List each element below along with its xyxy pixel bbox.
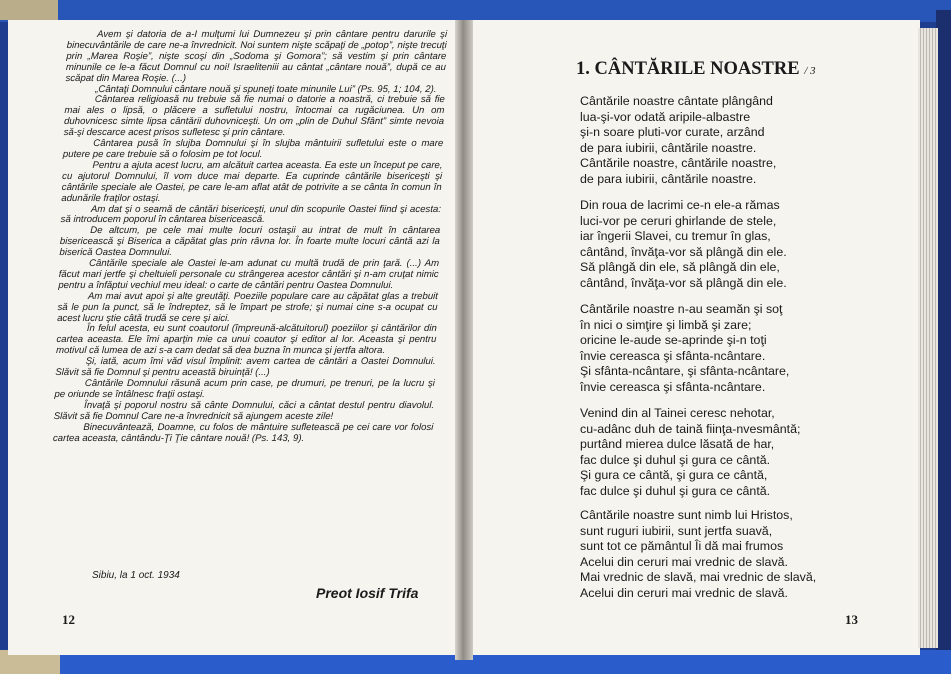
preface-paragraph: În felul acesta, eu sunt coautorul (împreună-alcătuitorul) poeziilor şi cântărilor din cartea aceasta. Ele îmi aparţin mie ca unui coautor şi editor al lor. Aceasta şi pentru motivul că lumea de azi s-a cam dedat să dea buzna în munca şi jertfa altora. — [55, 323, 437, 357]
preface-paragraph: Învaţă şi poporul nostru să cânte Domnului, căci a cântat destul pentru diavolul. Slăvit să fie Domnul Care ne-a învrednicit să ajungem aceste zile! — [53, 399, 435, 422]
verse-line: de para iubirii, cântările noastre. — [580, 171, 757, 186]
preface-paragraph: Pentru a ajuta acest lucru, am alcătuit cartea aceasta. Ea este un început pe care, cu ajutorul Domnului, îl vom duce mai departe. Ea cuprinde cântările bisericeşti şi cântările speciale ale Oastei, pe care le-am aflat atât de potrivite a se cânta în comun în adunările fraţilor ostaşi. — [61, 159, 443, 204]
verse-line: iar îngerii Slavei, cu tremur în glas, — [580, 229, 771, 244]
preface-paragraph: Cântarea religioasă nu trebuie să fie numai o datorie a noastră, ci trebuie să fie mai ales o lipsă, o plăcere a sufletului nostru, întocmai ca rugăciunea. Un om duhovnicesc simte lipsa cântării duhovniceşti. Un om „plin de Duhul Sfânt” simte nevoia să-şi descarce acest prisos sufletesc şi prin cântare. — [63, 94, 445, 139]
verse-line: lua-şi-vor odată aripile-albastre — [580, 109, 751, 124]
verse-line: Cântările noastre cântate plângând — [580, 94, 773, 108]
preface-paragraph: De altcum, pe cele mai multe locuri ostaşii au intrat de mult în cântarea bisericească şi Biserica a căpătat glas prin râvna lor. În foarte multe locuri cântă azi la biserică Oastea Domnului. — [59, 225, 441, 259]
verse-line: sunt ruguri iubirii, sunt jertfa suavă, — [580, 523, 773, 538]
verse-line: Din roua de lacrimi ce-n ele-a rămas — [580, 198, 780, 212]
hymn-title — [576, 59, 816, 80]
verse-line: sunt tot ce pământul Îi dă mai frumos — [580, 539, 784, 554]
verse-line: Să plângă din ele, să plângă din ele, — [580, 260, 780, 275]
verse-line: Venind din al Tainei ceresc nehotar, — [580, 406, 775, 420]
verse-line: şi-n soare pluti-vor curate, arzând — [580, 125, 765, 140]
preface-paragraph: Am mai avut apoi şi alte greutăţi. Poeziile populare care au căpătat glas a trebuit să le pun la punct, să le îndreptez, să le împart pe strofe; şi numai cine s-a ocupat cu acest lucru ştie câtă trudă se cere şi aici. — [56, 290, 439, 324]
verse-line: cu-adânc duh de taină fiinţa-nvesmântă; — [580, 421, 801, 436]
verse-line: Şi gura ce cântă, şi gura ce cântă, — [580, 468, 768, 483]
verse-line: de para iubirii, cântările noastre. — [580, 140, 757, 155]
preface-paragraph: Cântările Domnului răsună acum prin case, pe drumuri, pe trenuri, pe la lucru şi pe oriunde se întâlnesc fraţii ostaşi. — [54, 378, 436, 400]
stanza-1 — [580, 94, 776, 188]
verse-line: fac dulce şi duhul şi gura ce cântă. — [580, 483, 771, 498]
stanza-2 — [580, 198, 787, 292]
hymn-title-text: 1. CÂNTĂRILE NOASTRE — [576, 59, 800, 79]
verse-line: Cântările noastre n-au seamăn şi soţ — [580, 302, 783, 316]
page-number-left: 12 — [62, 612, 75, 627]
verse-line: învie cereasca şi sfânta-ncântare. — [580, 379, 766, 394]
stanza-3 — [580, 302, 789, 396]
preface-paragraph: Cântarea pusă în slujba Domnului şi în slujba mântuirii sufletului este o mare putere pe care trebuie să o folosim pe tot locul. — [62, 138, 444, 160]
page-number-right: 13 — [845, 612, 858, 627]
preface-paragraph: Şi, iată, acum îmi văd visul împlinit: avem cartea de cântări a Oastei Domnului. Slăvit să fie Domnul şi pentru această biruinţă! (...) — [55, 356, 436, 379]
place-date: Sibiu, la 1 oct. 1934 — [92, 570, 180, 581]
verse-line: purtând mierea dulce lăsată de har, — [580, 437, 775, 452]
book-cover-right — [936, 10, 951, 674]
author-signature: Preot Iosif Trifa — [316, 585, 419, 601]
preface-paragraph: Cântările speciale ale Oastei le-am adunat cu multă trudă de prin ţară. (...) Am făcut mari jertfe şi cheltuieli personale cu strângerea acestor cântări şi n-am cruţat nimic pentru a înfăptui vechiul meu ideal: o carte de cântări pentru Oastea Domnului. — [58, 258, 440, 291]
preface-text — [53, 30, 447, 444]
verse-line: cântând, învăţa-vor să plângă din ele. — [580, 275, 787, 290]
verse-line: Acelui din ceruri mai vrednic de slavă. — [580, 585, 788, 600]
verse-line: Cântările noastre sunt nimb lui Hristos, — [580, 508, 793, 522]
verse-line: Acelui din ceruri mai vrednic de slavă. — [580, 554, 788, 569]
verse-line: Mai vrednic de slavă, mai vrednic de slavă, — [580, 570, 817, 585]
preface-paragraph: „Cântaţi Domnului cântare nouă şi spuneţi toate minunile Lui” (Ps. 95, 1; 104, 2). — [94, 83, 437, 95]
hymn-number: / 3 — [804, 65, 816, 77]
verse-line: fac dulce şi duhul şi gura ce cântă. — [580, 452, 771, 467]
book-cover-top — [0, 0, 951, 22]
verse-line: cântând, învăţa-vor să plângă din ele. — [580, 244, 787, 259]
cover-corner-top-left — [0, 0, 58, 20]
book-spine — [455, 20, 473, 660]
preface-paragraph: Avem şi datoria de a-I mulţumi lui Dumnezeu şi prin cântare pentru darurile şi binecuvântările de care ne-a învrednicit. Noi suntem nişte scăpaţi de „potop”, nişte trecuţi prin „Marea Roşie”, nişte scoşi din „Sodoma şi Gomora”; să vestim şi prin cântare minunile ce le-a făcut Domnul cu noi! Israeliteniii au cântat „cântare nouă”, după ce au scăpat din Marea Roşie. (...) — [65, 29, 448, 84]
page-edges — [918, 28, 938, 648]
stanza-4 — [580, 406, 800, 500]
verse-line: oricine le-aude se-aprinde şi-n toţi — [580, 333, 767, 348]
verse-line: în nici o simţire şi limbă şi zare; — [580, 317, 752, 332]
verse-line: învie cereasca şi sfânta-ncântare. — [580, 348, 766, 363]
stanza-5 — [580, 508, 816, 602]
verse-line: Şi sfânta-ncântare, şi sfânta-ncântare, — [580, 364, 790, 379]
preface-paragraph: Binecuvântează, Doamne, cu folos de mântuire sufletească pe cei care vor folosi cartea aceasta, cântându-Ţi Ţie cântare nouă! (Ps. 143, 9). — [52, 421, 434, 444]
verse-line: Cântările noastre, cântările noastre, — [580, 156, 777, 171]
verse-line: luci-vor pe ceruri ghirlande de stele, — [580, 213, 777, 228]
preface-paragraph: Am dat şi o seamă de cântări bisericeşti, unul din scopurile Oastei fiind şi acesta: să introducem poporul în cântarea bisericească. — [60, 203, 442, 226]
